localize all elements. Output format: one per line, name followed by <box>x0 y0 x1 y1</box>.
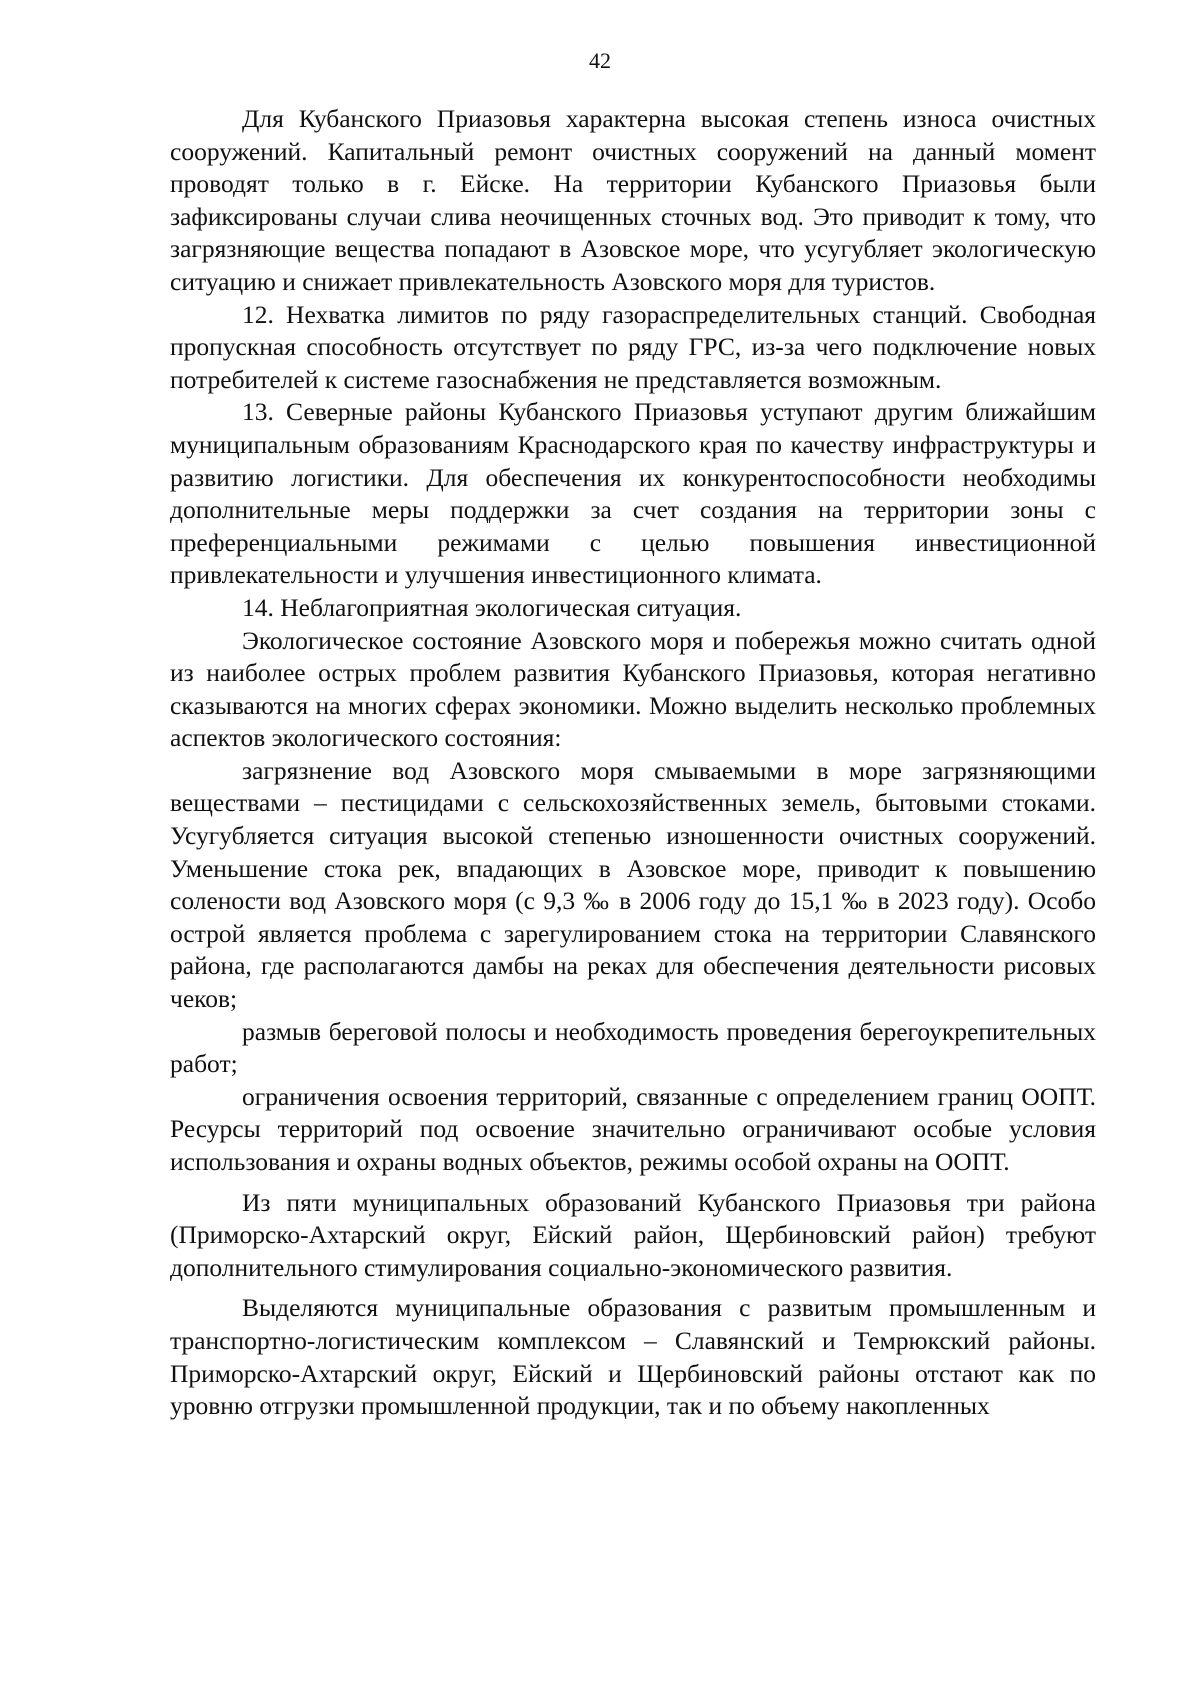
paragraph-ecology-state: Экологическое состояние Азовского моря и побережья можно считать одной из наиболее острых проблем развития Кубанского Приазовья, которая негативно сказываются на многих сферах экономики. Можно выделить несколько проблемных аспектов экологического состояния: <box>170 625 1096 753</box>
paragraph-territory-limits: ограничения освоения территорий, связанные с определением границ ООПТ. Ресурсы территорий под освоение значительно ограничивают особые условия использования и охраны водных объектов, режимы особой охраны на ООПТ. <box>170 1081 1096 1176</box>
paragraph-water-pollution: загрязнение вод Азовского моря смываемыми в море загрязняющими веществами – пестицидами с сельскохозяйственных земель, бытовыми стоками. Усугубляется ситуация высокой степенью изношенности очистных сооружений. Уменьшение стока рек, впадающих в Азовское море, приводит к повышению солености вод Азовского моря (с 9,3 ‰ в 2006 году до 15,1 ‰ в 2023 году). Особо острой является проблема с зарегулированием стока на территории Славянского района, где располагаются дамбы на реках для обеспечения деятельности рисовых чеков; <box>170 755 1096 1014</box>
paragraph-northern-districts: 13. Северные районы Кубанского Приазовья уступают другим ближайшим муниципальным образованиям Краснодарского края по качеству инфраструктуры и развитию логистики. Для обеспечения их конкурентоспособности необходимы дополнительные меры поддержки за счет создания на территории зоны с преференциальными режимами с целью повышения инвестиционной привлекательности и улучшения инвестиционного климата. <box>170 397 1096 590</box>
paragraph-three-districts: Из пяти муниципальных образований Кубанского Приазовья три района (Приморско-Ахтарский округ, Ейский район, Щербиновский район) требуют дополнительного стимулирования социально-экономического развития. <box>170 1187 1096 1282</box>
paragraph-coastal-erosion: размыв береговой полосы и необходимость проведения берегоукрепительных работ; <box>170 1016 1096 1079</box>
paragraph-gas-limits: 12. Нехватка лимитов по ряду газораспределительных станций. Свободная пропускная способность отсутствует по ряду ГРС, из-за чего подключение новых потребителей к системе газоснабжения не представляется возможным. <box>170 299 1096 394</box>
paragraph-ecology-heading: 14. Неблагоприятная экологическая ситуация. <box>242 592 742 622</box>
page-number: 42 <box>589 48 611 73</box>
paragraph-treatment-facilities: Для Кубанского Приазовья характерна высокая степень износа очистных сооружений. Капитальный ремонт очистных сооружений на данный момент проводят только в г. Ейске. На территории Кубанского Приазовья были зафиксированы случаи слива неочищенных сточных вод. Это приводит к тому, что загрязняющие вещества попадают в Азовское море, что усугубляет экологическую ситуацию и снижает привлекательность Азовского моря для туристов. <box>170 104 1096 296</box>
paragraph-industrial-complex: Выделяются муниципальные образования с развитым промышленным и транспортно-логистическим комплексом – Славянский и Темрюкский районы. Приморско-Ахтарский округ, Ейский и Щербиновский районы отстают как по уровню отгрузки промышленной продукции, так и по объему накопленных <box>170 1293 1096 1421</box>
document-body <box>170 103 1096 1423</box>
